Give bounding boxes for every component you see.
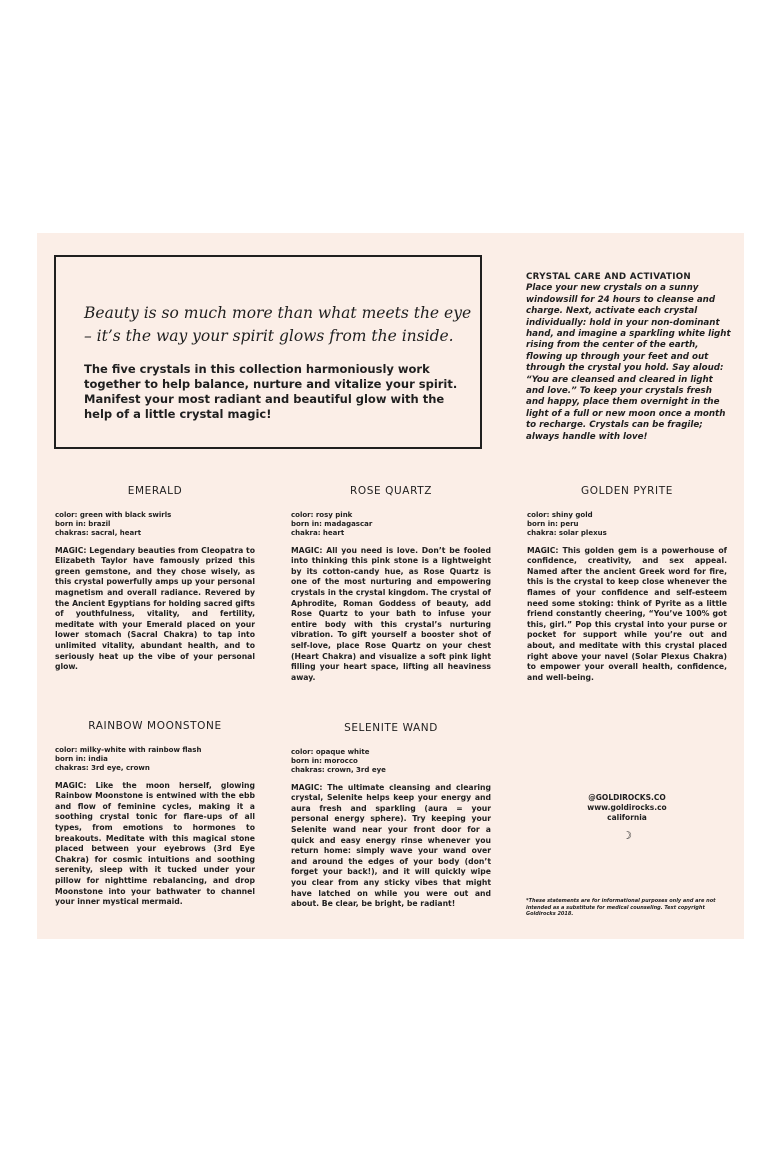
intro-text: The five crystals in this collection harmoniously work together to help balance, nurture and vitalize your spirit. Manifest your most radiant and beautiful glow with the help of a little crystal magic!	[84, 362, 458, 421]
crystal-chakras: chakras: crown, 3rd eye	[291, 765, 386, 774]
crystal-chakras: chakras: sacral, heart	[55, 528, 142, 537]
crystal-color: color: shiny gold	[527, 510, 593, 519]
crystal-rose-quartz	[291, 486, 491, 683]
crystal-magic: MAGIC: Legendary beauties from Cleopatra to Elizabeth Taylor have famously prized this green gemstone, and they chose wisely, as this crystal powerfully amps up your personal magnetism and overall radiance. Revered by the Ancient Egyptians for holding sacred gifts of youthfulness, vitality, and fertility, meditate with your Emerald placed on your lower stomach (Sacral Chakra) to tap into unlimited vitality, abundant health, and to seriously heat up the vibe of your personal glow.	[55, 545, 255, 672]
crystal-color: color: milky-white with rainbow flash	[55, 745, 202, 754]
disclaimer-text: *These statements are for informational purposes only and are not intended as a substitute for medical counseling. Text copyright Goldirocks 2018.	[526, 898, 716, 917]
crystal-name: SELENITE WAND	[344, 722, 438, 734]
crystal-origin: born in: peru	[527, 519, 579, 528]
crystal-magic: MAGIC: Like the moon herself, glowing Rainbow Moonstone is entwined with the ebb and flow of feminine cycles, making it a soothing crystal tonic for flare-ups of all types, from emotions to hormones to breakouts. Meditate with this magical stone placed between your eyebrows (3rd Eye Chakra) for cosmic intuitions and soothing serenity, sleep with it tucked under your pillow for nighttime rebalancing, and drop Moonstone into your bathwater to channel your inner mystical mermaid.	[55, 780, 255, 907]
intro-quote: Beauty is so much more than what meets the eye – it’s the way your spirit glows from the inside.	[84, 304, 472, 345]
crystal-properties	[527, 511, 727, 538]
crystal-magic: MAGIC: This golden gem is a powerhouse of confidence, creativity, and sex appeal. Named after the ancient Greek word for fire, this is the crystal to keep close whenever the flames of your confidence and self-esteem need some stoking: think of Pyrite as a little friend constantly cheering, “You’ve 100% got this, girl.” Pop this crystal into your purse or pocket for support while you’re out and about, and meditate with this crystal placed right above your navel (Solar Plexus Chakra) to empower your overall health, confidence, and well-being.	[527, 545, 727, 682]
crystal-properties	[291, 511, 491, 538]
crystal-chakras: chakras: 3rd eye, crown	[55, 763, 150, 772]
crystal-rainbow-moonstone	[55, 721, 255, 908]
crystal-care-title: CRYSTAL CARE AND ACTIVATION	[526, 272, 692, 282]
crystal-origin: born in: india	[55, 754, 108, 763]
crystal-magic: MAGIC: The ultimate cleansing and clearing crystal, Selenite helps keep your energy and aura fresh and sparkling (aura = your personal energy sphere). Try keeping your Selenite wand near your front door for a quick and easy energy rinse whenever you return home: simply wave your wand over and around the edges of your body (don’t forget your back!), and it will quickly wipe you clear from any sticky vibes that might have latched on while you were out and about. Be clear, be bright, be radiant!	[291, 782, 491, 909]
location-text: california	[607, 813, 647, 822]
crystal-selenite-wand	[291, 723, 491, 910]
moon-icon: ☽	[622, 829, 632, 842]
crystal-info-card	[37, 233, 744, 939]
crystal-properties	[291, 748, 491, 775]
crystal-care-text: Place your new crystals on a sunny windowsill for 24 hours to cleanse and charge. Next, activate each crystal individually: hold in your non-dominant hand, and imagine a sparkling white light rising from the center of the earth, flowing up through your feet and out through the crystal you hold. Say aloud: “You are cleansed and cleared in light and love.” To keep your crystals fresh and happy, place them overnight in the light of a full or new moon once a month to recharge. Crystals can be fragile; always handle with love!	[526, 283, 731, 442]
contact-info	[527, 793, 727, 841]
crystal-color: color: rosy pink	[291, 510, 353, 519]
website-link[interactable]: www.goldirocks.co	[587, 803, 667, 812]
crystal-origin: born in: morocco	[291, 756, 358, 765]
crystal-name: ROSE QUARTZ	[349, 485, 433, 497]
crystal-name: RAINBOW MOONSTONE	[88, 720, 222, 732]
crystal-properties	[55, 746, 255, 773]
crystal-origin: born in: madagascar	[291, 519, 373, 528]
crystal-chakras: chakra: heart	[291, 528, 345, 537]
intro-box	[54, 255, 482, 449]
social-handle: @GOLDIROCKS.CO	[588, 793, 666, 802]
crystal-properties	[55, 511, 255, 538]
crystal-emerald	[55, 486, 255, 673]
crystal-chakras: chakra: solar plexus	[527, 528, 607, 537]
crystal-golden-pyrite	[527, 486, 727, 683]
crystal-name: EMERALD	[127, 485, 183, 497]
crystal-color: color: opaque white	[291, 747, 370, 756]
crystal-color: color: green with black swirls	[55, 510, 172, 519]
crystal-origin: born in: brazil	[55, 519, 111, 528]
crystal-name: GOLDEN PYRITE	[581, 485, 673, 497]
crystal-care-section	[526, 272, 731, 443]
crystal-magic: MAGIC: All you need is love. Don’t be fooled into thinking this pink stone is a lightweight by its cotton-candy hue, as Rose Quartz is one of the most nurturing and empowering crystals in the crystal kingdom. The crystal of Aphrodite, Roman Goddess of beauty, add Rose Quartz to your bath to infuse your entire body with this crystal’s nurturing vibration. To gift yourself a booster shot of self-love, place Rose Quartz on your chest (Heart Chakra) and visualize a soft pink light filling your heart space, lifting all heaviness away.	[291, 545, 491, 682]
